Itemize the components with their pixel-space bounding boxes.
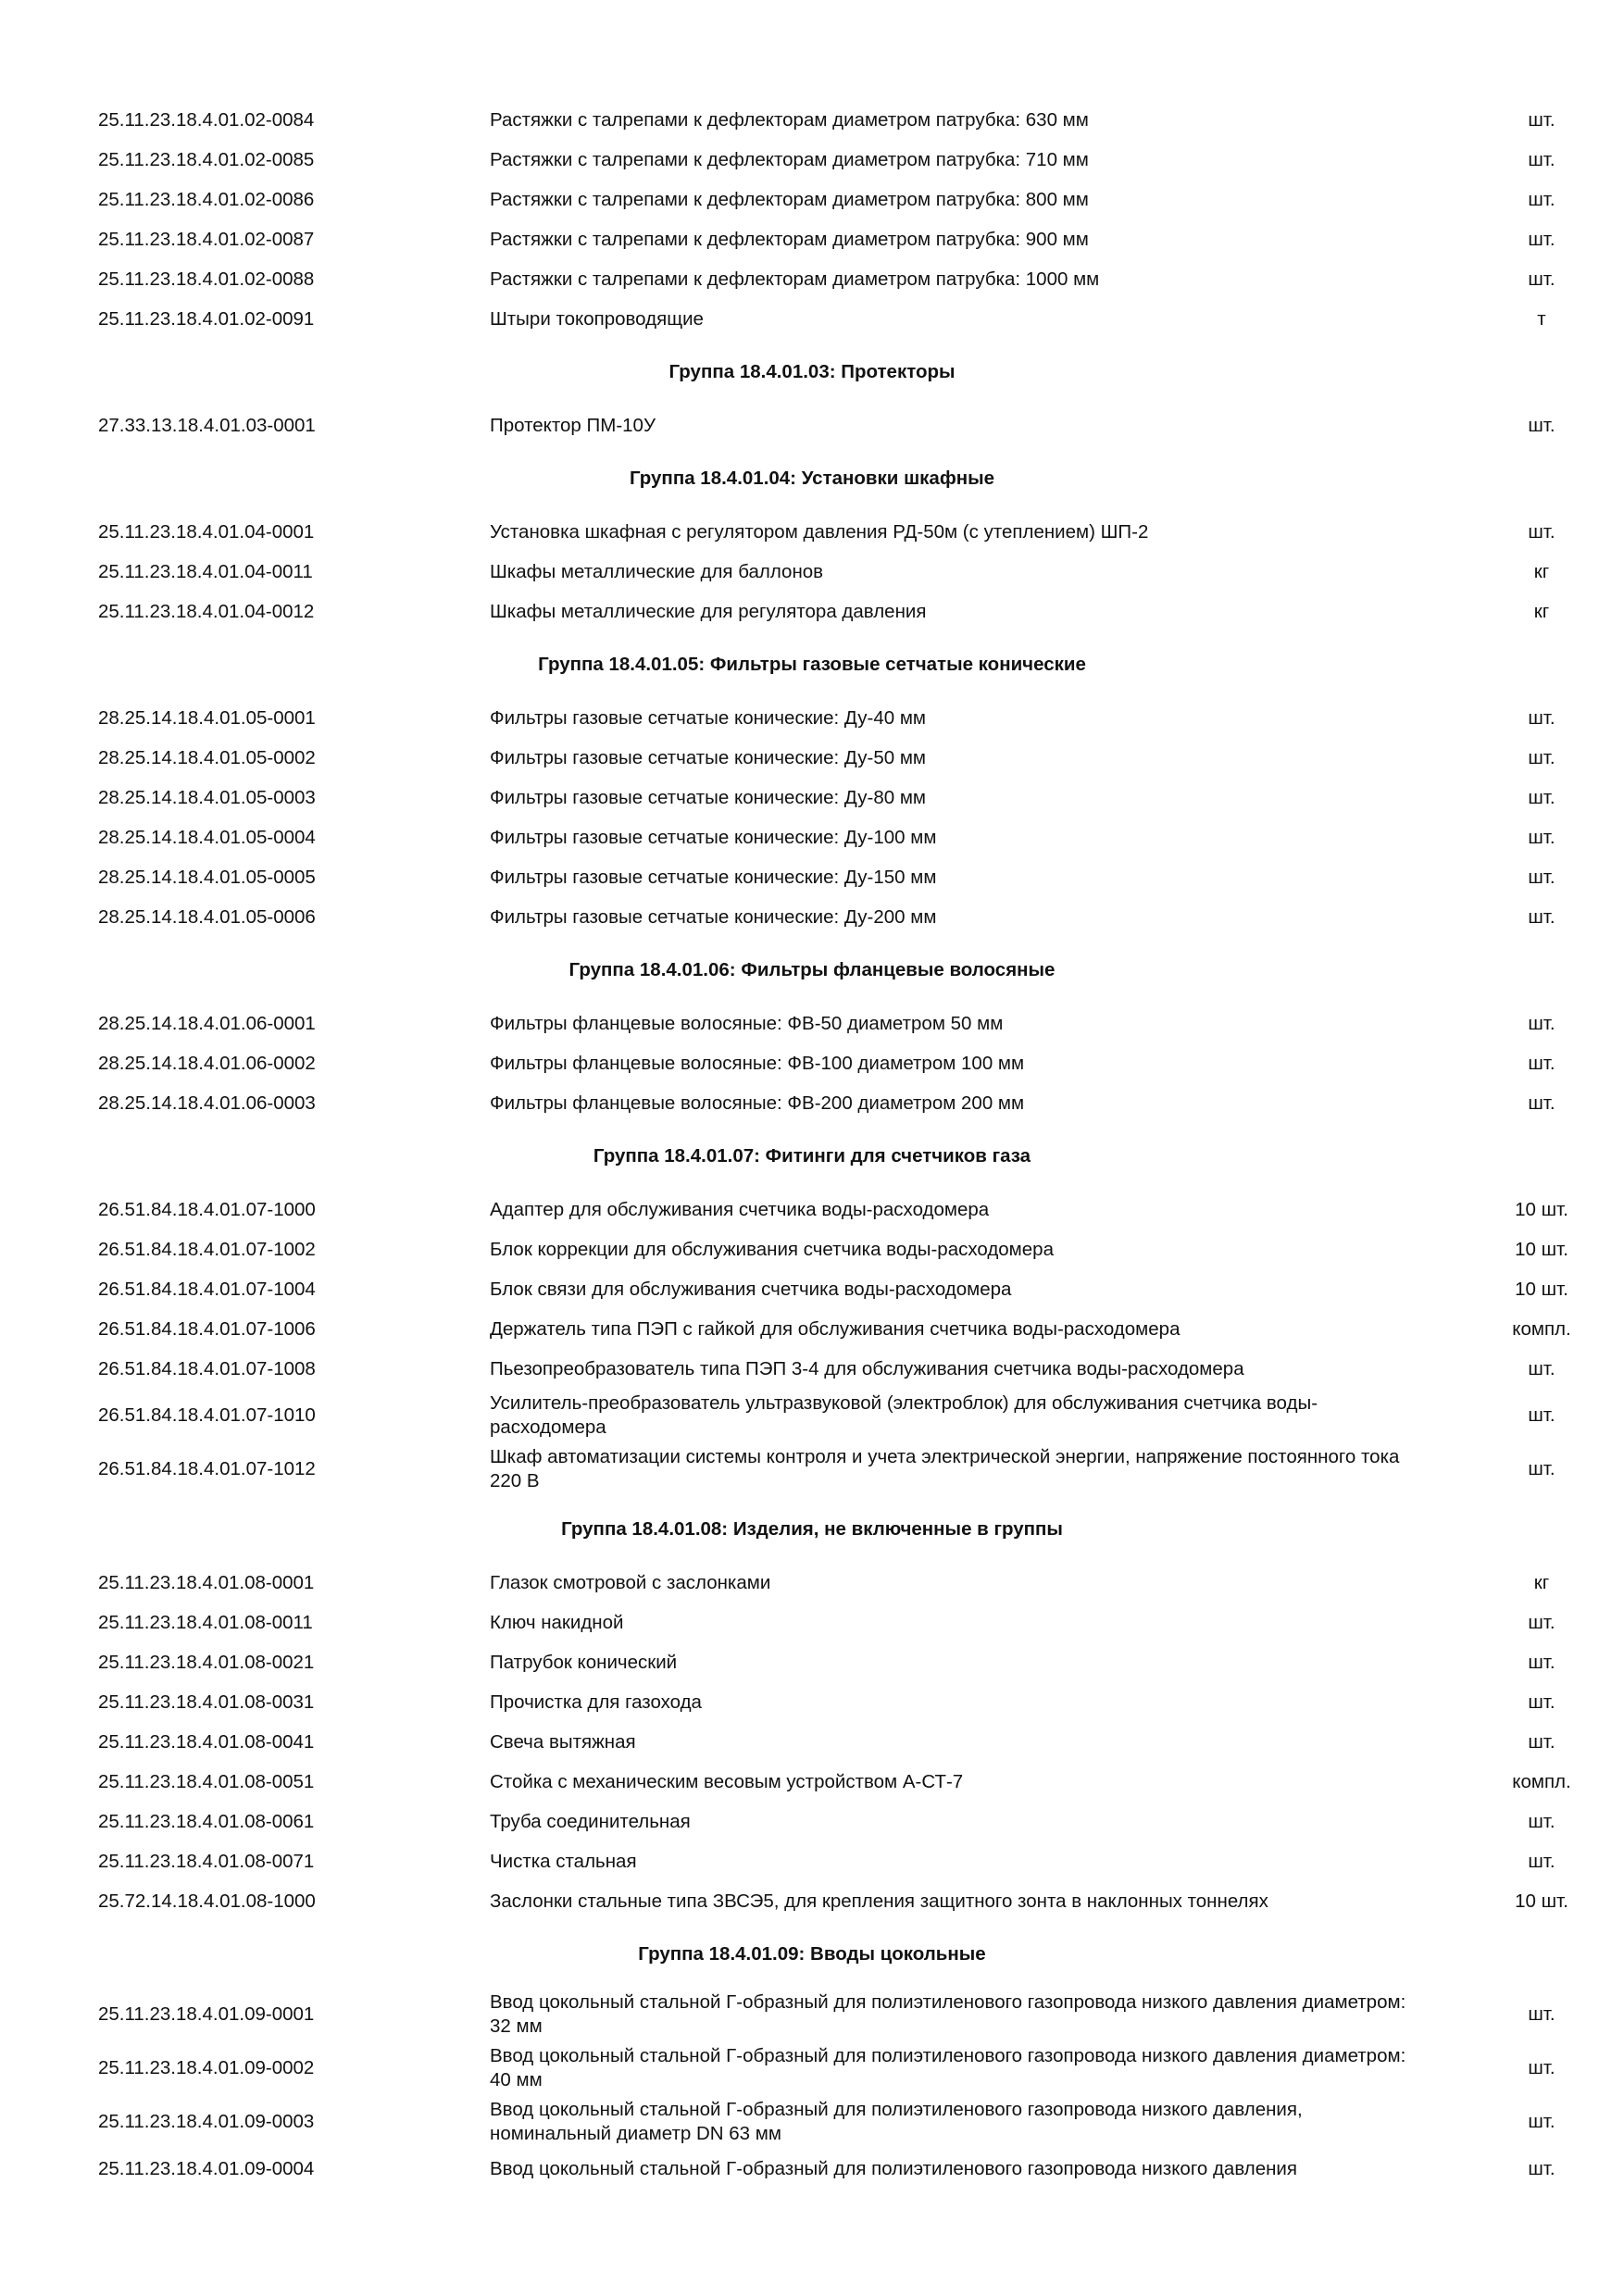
table-row bbox=[0, 1190, 1624, 1229]
item-unit: шт. bbox=[1528, 1850, 1555, 1872]
item-name: Фильтры газовые сетчатые конические: Ду-200 мм bbox=[490, 905, 937, 928]
item-unit: шт. bbox=[1528, 1730, 1555, 1753]
item-code: 25.11.23.18.4.01.08-0061 bbox=[98, 1810, 315, 1832]
table-row bbox=[0, 1442, 1624, 1496]
item-unit: шт. bbox=[1528, 520, 1555, 543]
item-name: Адаптер для обслуживания счетчика воды-расходомера bbox=[490, 1198, 990, 1220]
table-row bbox=[0, 180, 1624, 219]
group-heading: Группа 18.4.01.06: Фильтры фланцевые волосяные bbox=[568, 959, 1056, 980]
item-unit: кг bbox=[1533, 1571, 1550, 1593]
item-unit: шт. bbox=[1528, 2003, 1555, 2025]
item-code: 25.11.23.18.4.01.08-0001 bbox=[98, 1571, 315, 1593]
item-unit: кг bbox=[1533, 600, 1550, 622]
item-code: 26.51.84.18.4.01.07-1006 bbox=[98, 1317, 316, 1340]
item-unit: шт. bbox=[1528, 1092, 1555, 1114]
table-row bbox=[0, 406, 1624, 445]
item-code: 25.11.23.18.4.01.02-0085 bbox=[98, 148, 315, 170]
item-code: 25.11.23.18.4.01.08-0051 bbox=[98, 1770, 315, 1792]
item-unit: шт. bbox=[1528, 1611, 1555, 1633]
item-code: 25.11.23.18.4.01.08-0021 bbox=[98, 1651, 315, 1673]
item-code: 25.11.23.18.4.01.08-0041 bbox=[98, 1730, 315, 1753]
table-row bbox=[0, 1802, 1624, 1841]
item-name: Патрубок конический bbox=[490, 1651, 678, 1673]
item-code: 25.11.23.18.4.01.02-0084 bbox=[98, 108, 315, 131]
table-row bbox=[0, 1389, 1624, 1442]
item-name: Растяжки с талрепами к дефлекторам диаметром патрубка: 900 мм bbox=[490, 228, 1089, 250]
item-name: Ввод цокольный стальной Г-образный для полиэтиленового газопровода низкого давления, номинальный диаметр DN 63 мм bbox=[490, 2099, 1303, 2144]
item-name: Усилитель-преобразователь ультразвуковой (электроблок) для обслуживания счетчика воды-расходомера bbox=[490, 1392, 1318, 1438]
item-code: 25.11.23.18.4.01.02-0088 bbox=[98, 268, 315, 290]
item-code: 28.25.14.18.4.01.05-0006 bbox=[98, 905, 316, 928]
item-name: Прочистка для газохода bbox=[490, 1691, 702, 1713]
item-code: 26.51.84.18.4.01.07-1004 bbox=[98, 1278, 316, 1300]
item-unit: шт. bbox=[1528, 1810, 1555, 1832]
table-row bbox=[0, 1043, 1624, 1083]
item-unit: 10 шт. bbox=[1515, 1278, 1568, 1300]
table-row bbox=[0, 817, 1624, 857]
item-unit: шт. bbox=[1528, 1404, 1555, 1426]
table-row bbox=[0, 1722, 1624, 1762]
item-unit: шт. bbox=[1528, 268, 1555, 290]
table-row bbox=[0, 1682, 1624, 1722]
item-name: Фильтры газовые сетчатые конические: Ду-100 мм bbox=[490, 826, 937, 848]
item-code: 25.11.23.18.4.01.09-0004 bbox=[98, 2157, 315, 2179]
table-row bbox=[0, 100, 1624, 140]
item-name: Глазок смотровой с заслонками bbox=[490, 1571, 771, 1593]
item-name: Держатель типа ПЭП с гайкой для обслуживания счетчика воды-расходомера bbox=[490, 1317, 1181, 1340]
table-row bbox=[0, 2041, 1624, 2095]
item-unit: шт. bbox=[1528, 188, 1555, 210]
item-name: Шкафы металлические для баллонов bbox=[490, 560, 824, 582]
item-name: Пьезопреобразователь типа ПЭП 3-4 для обслуживания счетчика воды-расходомера bbox=[490, 1357, 1244, 1379]
table-row bbox=[0, 1563, 1624, 1603]
group-heading: Группа 18.4.01.05: Фильтры газовые сетчатые конические bbox=[538, 654, 1086, 675]
item-unit: шт. bbox=[1528, 905, 1555, 928]
item-name: Блок связи для обслуживания счетчика воды-расходомера bbox=[490, 1278, 1012, 1300]
table-row bbox=[0, 512, 1624, 552]
table-row bbox=[0, 778, 1624, 817]
table-row bbox=[0, 738, 1624, 778]
item-code: 26.51.84.18.4.01.07-1002 bbox=[98, 1238, 316, 1260]
item-name: Ключ накидной bbox=[490, 1611, 624, 1633]
item-unit: шт. bbox=[1528, 2157, 1555, 2179]
item-unit: шт. bbox=[1528, 1691, 1555, 1713]
item-unit: т bbox=[1537, 307, 1546, 330]
item-unit: шт. bbox=[1528, 706, 1555, 729]
item-unit: шт. bbox=[1528, 826, 1555, 848]
table-row bbox=[0, 1004, 1624, 1043]
item-code: 28.25.14.18.4.01.06-0002 bbox=[98, 1052, 316, 1074]
table-row bbox=[0, 1988, 1624, 2041]
item-name: Установка шкафная с регулятором давления РД-50м (с утеплением) ШП-2 bbox=[490, 520, 1149, 543]
table-row bbox=[0, 698, 1624, 738]
item-name: Растяжки с талрепами к дефлекторам диаметром патрубка: 710 мм bbox=[490, 148, 1089, 170]
item-unit: шт. bbox=[1528, 1357, 1555, 1379]
item-name: Свеча вытяжная bbox=[490, 1730, 636, 1753]
item-name: Шкаф автоматизации системы контроля и учета электрической энергии, напряжение постоянного тока 220 В bbox=[490, 1446, 1400, 1491]
table-row bbox=[0, 1229, 1624, 1269]
item-code: 25.72.14.18.4.01.08-1000 bbox=[98, 1890, 316, 1912]
group-heading: Группа 18.4.01.04: Установки шкафные bbox=[629, 468, 995, 489]
item-name: Ввод цокольный стальной Г-образный для полиэтиленового газопровода низкого давления диаметром: 32 мм bbox=[490, 1991, 1406, 2037]
item-unit: компл. bbox=[1512, 1317, 1571, 1340]
item-unit: кг bbox=[1533, 560, 1550, 582]
table-row bbox=[0, 552, 1624, 592]
item-code: 25.11.23.18.4.01.02-0091 bbox=[98, 307, 315, 330]
item-unit: 10 шт. bbox=[1515, 1238, 1568, 1260]
item-name: Заслонки стальные типа ЗВСЭ5, для крепления защитного зонта в наклонных тоннелях bbox=[490, 1890, 1268, 1912]
group-heading: Группа 18.4.01.03: Протекторы bbox=[668, 361, 956, 382]
item-code: 25.11.23.18.4.01.08-0071 bbox=[98, 1850, 315, 1872]
item-name: Фильтры фланцевые волосяные: ФВ-200 диаметром 200 мм bbox=[490, 1092, 1025, 1114]
item-unit: шт. bbox=[1528, 148, 1555, 170]
item-unit: шт. bbox=[1528, 2057, 1555, 2078]
table-row bbox=[0, 1083, 1624, 1123]
item-name: Шкафы металлические для регулятора давления bbox=[490, 600, 927, 622]
table-row bbox=[0, 140, 1624, 180]
item-name: Труба соединительная bbox=[490, 1810, 691, 1832]
table-row bbox=[0, 1309, 1624, 1349]
item-code: 26.51.84.18.4.01.07-1000 bbox=[98, 1198, 316, 1220]
item-unit: шт. bbox=[1528, 1012, 1555, 1034]
table-row bbox=[0, 1841, 1624, 1881]
table-row bbox=[0, 2149, 1624, 2189]
item-code: 25.11.23.18.4.01.09-0002 bbox=[98, 2057, 315, 2078]
item-name: Фильтры фланцевые волосяные: ФВ-50 диаметром 50 мм bbox=[490, 1012, 1004, 1034]
item-unit: шт. bbox=[1528, 1052, 1555, 1074]
item-name: Фильтры фланцевые волосяные: ФВ-100 диаметром 100 мм bbox=[490, 1052, 1025, 1074]
item-code: 26.51.84.18.4.01.07-1008 bbox=[98, 1357, 316, 1379]
table-row bbox=[0, 1603, 1624, 1642]
item-unit: шт. bbox=[1528, 1458, 1555, 1479]
item-name: Растяжки с талрепами к дефлекторам диаметром патрубка: 800 мм bbox=[490, 188, 1089, 210]
item-code: 28.25.14.18.4.01.06-0001 bbox=[98, 1012, 316, 1034]
item-name: Стойка с механическим весовым устройством А-СТ-7 bbox=[490, 1770, 964, 1792]
item-code: 25.11.23.18.4.01.09-0001 bbox=[98, 2003, 315, 2025]
item-name: Блок коррекции для обслуживания счетчика воды-расходомера bbox=[490, 1238, 1054, 1260]
item-code: 28.25.14.18.4.01.05-0001 bbox=[98, 706, 316, 729]
item-unit: 10 шт. bbox=[1515, 1890, 1568, 1912]
item-name: Протектор ПМ-10У bbox=[490, 414, 656, 436]
group-heading: Группа 18.4.01.09: Вводы цокольные bbox=[638, 1943, 986, 1965]
table-row bbox=[0, 592, 1624, 631]
item-code: 28.25.14.18.4.01.06-0003 bbox=[98, 1092, 316, 1114]
item-name: Фильтры газовые сетчатые конические: Ду-80 мм bbox=[490, 786, 927, 808]
item-name: Ввод цокольный стальной Г-образный для полиэтиленового газопровода низкого давления bbox=[490, 2157, 1297, 2179]
group-heading: Группа 18.4.01.07: Фитинги для счетчиков газа bbox=[593, 1145, 1031, 1167]
table-row bbox=[0, 259, 1624, 299]
item-code: 25.11.23.18.4.01.04-0012 bbox=[98, 600, 315, 622]
group-heading: Группа 18.4.01.08: Изделия, не включенные в группы bbox=[561, 1518, 1063, 1540]
item-name: Чистка стальная bbox=[490, 1850, 637, 1872]
item-code: 25.11.23.18.4.01.08-0011 bbox=[98, 1611, 313, 1633]
item-code: 26.51.84.18.4.01.07-1012 bbox=[98, 1458, 316, 1479]
item-unit: шт. bbox=[1528, 2111, 1555, 2132]
table-row bbox=[0, 219, 1624, 259]
item-unit: шт. bbox=[1528, 866, 1555, 888]
item-code: 28.25.14.18.4.01.05-0004 bbox=[98, 826, 316, 848]
item-code: 28.25.14.18.4.01.05-0002 bbox=[98, 746, 316, 768]
item-unit: шт. bbox=[1528, 746, 1555, 768]
table-row bbox=[0, 1642, 1624, 1682]
table-row bbox=[0, 2095, 1624, 2149]
item-code: 25.11.23.18.4.01.04-0011 bbox=[98, 560, 313, 582]
item-unit: шт. bbox=[1528, 108, 1555, 131]
item-name: Растяжки с талрепами к дефлекторам диаметром патрубка: 630 мм bbox=[490, 108, 1089, 131]
item-unit: шт. bbox=[1528, 786, 1555, 808]
item-name: Штыри токопроводящие bbox=[490, 307, 704, 330]
item-name: Фильтры газовые сетчатые конические: Ду-50 мм bbox=[490, 746, 927, 768]
item-unit: шт. bbox=[1528, 414, 1555, 436]
item-code: 27.33.13.18.4.01.03-0001 bbox=[98, 414, 316, 436]
item-code: 26.51.84.18.4.01.07-1010 bbox=[98, 1404, 316, 1426]
item-code: 28.25.14.18.4.01.05-0003 bbox=[98, 786, 316, 808]
item-unit: шт. bbox=[1528, 1651, 1555, 1673]
item-name: Растяжки с талрепами к дефлекторам диаметром патрубка: 1000 мм bbox=[490, 268, 1100, 290]
item-code: 25.11.23.18.4.01.09-0003 bbox=[98, 2111, 315, 2132]
item-name: Ввод цокольный стальной Г-образный для полиэтиленового газопровода низкого давления диаметром: 40 мм bbox=[490, 2045, 1406, 2090]
item-unit: 10 шт. bbox=[1515, 1198, 1568, 1220]
table-row bbox=[0, 1881, 1624, 1921]
item-code: 25.11.23.18.4.01.02-0087 bbox=[98, 228, 315, 250]
item-unit: компл. bbox=[1512, 1770, 1571, 1792]
item-code: 25.11.23.18.4.01.02-0086 bbox=[98, 188, 315, 210]
item-name: Фильтры газовые сетчатые конические: Ду-40 мм bbox=[490, 706, 927, 729]
item-name: Фильтры газовые сетчатые конические: Ду-150 мм bbox=[490, 866, 937, 888]
table-row bbox=[0, 1349, 1624, 1389]
table-row bbox=[0, 857, 1624, 897]
item-code: 28.25.14.18.4.01.05-0005 bbox=[98, 866, 316, 888]
item-code: 25.11.23.18.4.01.04-0001 bbox=[98, 520, 315, 543]
item-unit: шт. bbox=[1528, 228, 1555, 250]
table-row bbox=[0, 1269, 1624, 1309]
table-row bbox=[0, 1762, 1624, 1802]
item-code: 25.11.23.18.4.01.08-0031 bbox=[98, 1691, 315, 1713]
table-row bbox=[0, 299, 1624, 339]
table-row bbox=[0, 897, 1624, 937]
